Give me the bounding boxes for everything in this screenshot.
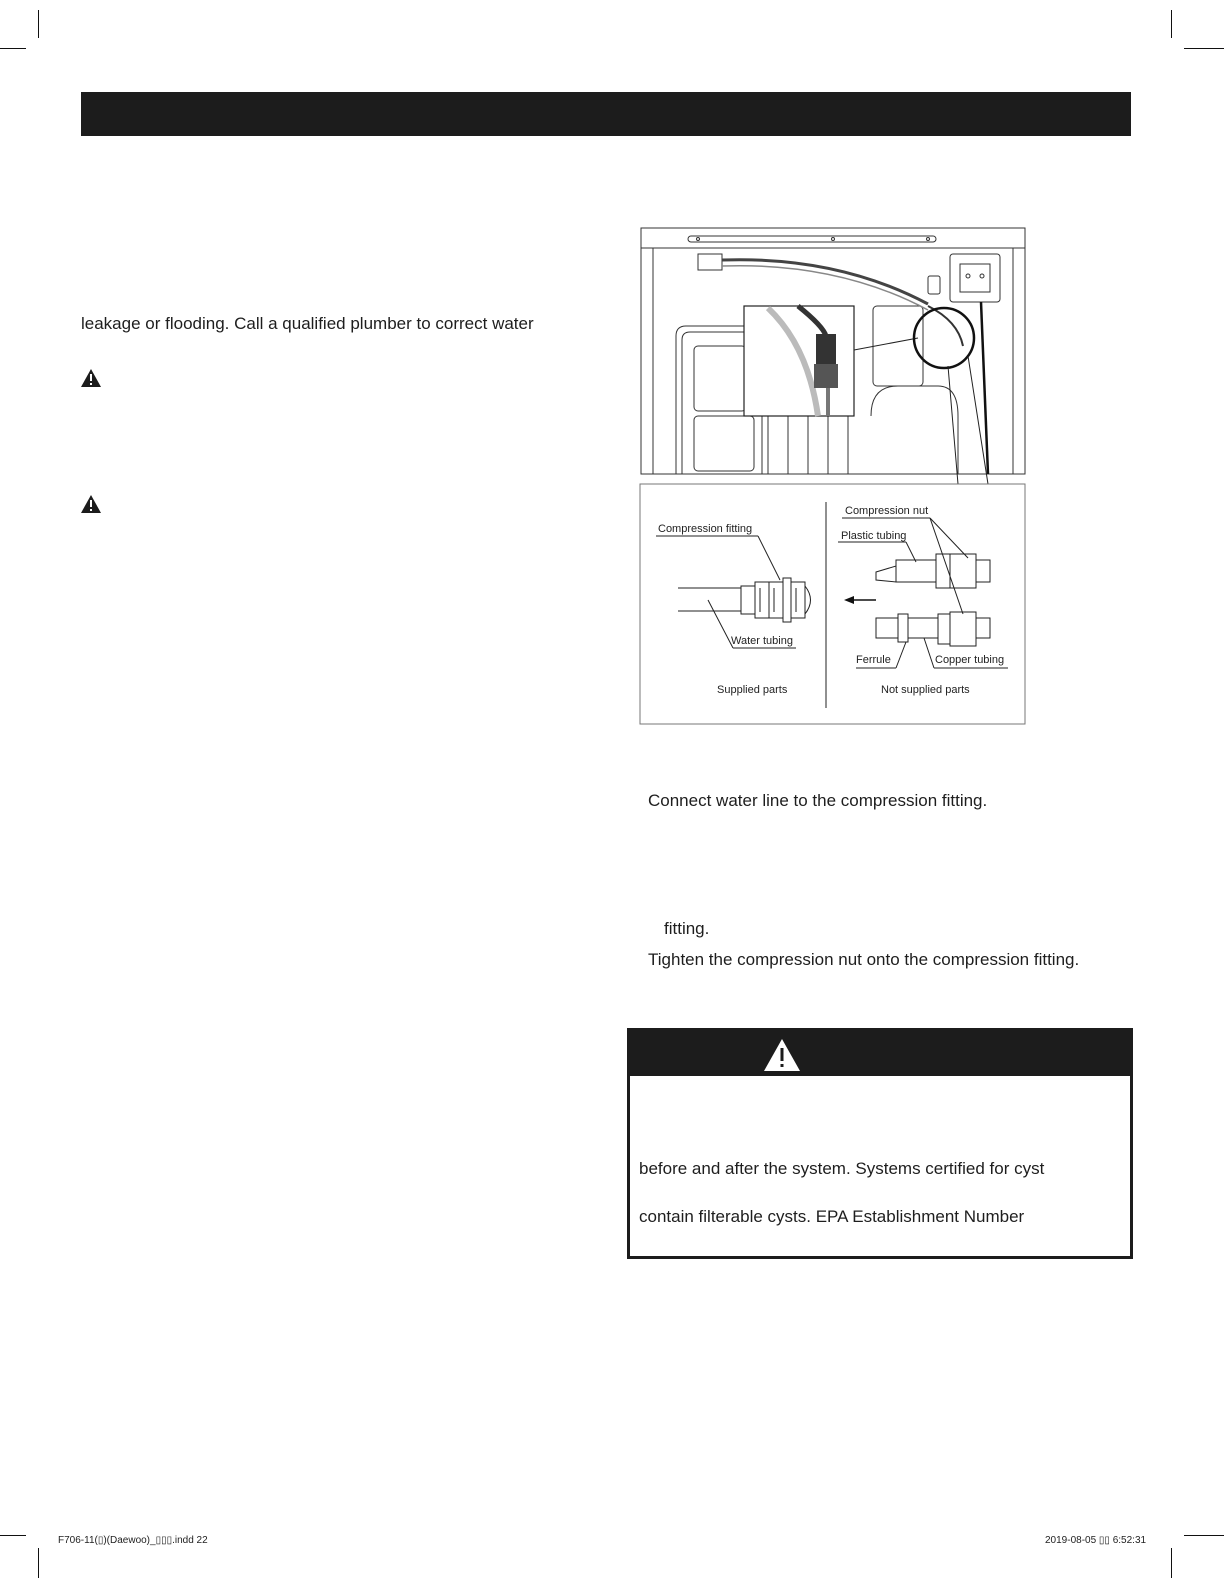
footer-file-info: F706-11(▯)(Daewoo)_▯▯▯.indd 22 xyxy=(58,1535,208,1546)
crop-mark xyxy=(1171,10,1172,38)
label-water-tubing: Water tubing xyxy=(731,635,793,647)
installation-diagram xyxy=(638,226,1028,726)
crop-mark xyxy=(1171,1548,1172,1578)
label-plastic-tubing: Plastic tubing xyxy=(841,530,907,542)
body-text-line: leakage or flooding. Call a qualified plumber to correct water xyxy=(81,314,534,333)
crop-mark xyxy=(0,48,26,49)
crop-mark xyxy=(38,1548,39,1578)
crop-mark xyxy=(38,10,39,38)
step-text: fitting. xyxy=(664,919,710,938)
warning-triangle-icon xyxy=(80,494,102,514)
caution-text-line: before and after the system. Systems certified for cyst xyxy=(639,1159,1045,1178)
crop-mark xyxy=(0,1535,26,1536)
label-ferrule: Ferrule xyxy=(856,654,891,666)
crop-mark xyxy=(1184,1535,1224,1536)
footer-timestamp: 2019-08-05 ▯▯ 6:52:31 xyxy=(1045,1535,1147,1546)
label-compression-fitting: Compression fitting xyxy=(658,523,753,535)
warning-triangle-icon xyxy=(80,368,102,388)
label-copper-tubing: Copper tubing xyxy=(935,654,1005,666)
step-text: Connect water line to the compression fitting. xyxy=(648,791,988,810)
crop-mark xyxy=(1184,48,1224,49)
caution-header xyxy=(630,1031,1130,1076)
label-supplied-parts: Supplied parts xyxy=(717,684,788,696)
label-compression-nut: Compression nut xyxy=(845,505,929,517)
section-header-bar xyxy=(81,92,1131,136)
step-text: Tighten the compression nut onto the compression fitting. xyxy=(648,950,1080,969)
caution-box xyxy=(627,1028,1133,1259)
caution-text-line: contain filterable cysts. EPA Establishment Number xyxy=(639,1207,1025,1226)
label-not-supplied-parts: Not supplied parts xyxy=(881,684,970,696)
warning-triangle-icon xyxy=(762,1037,802,1073)
